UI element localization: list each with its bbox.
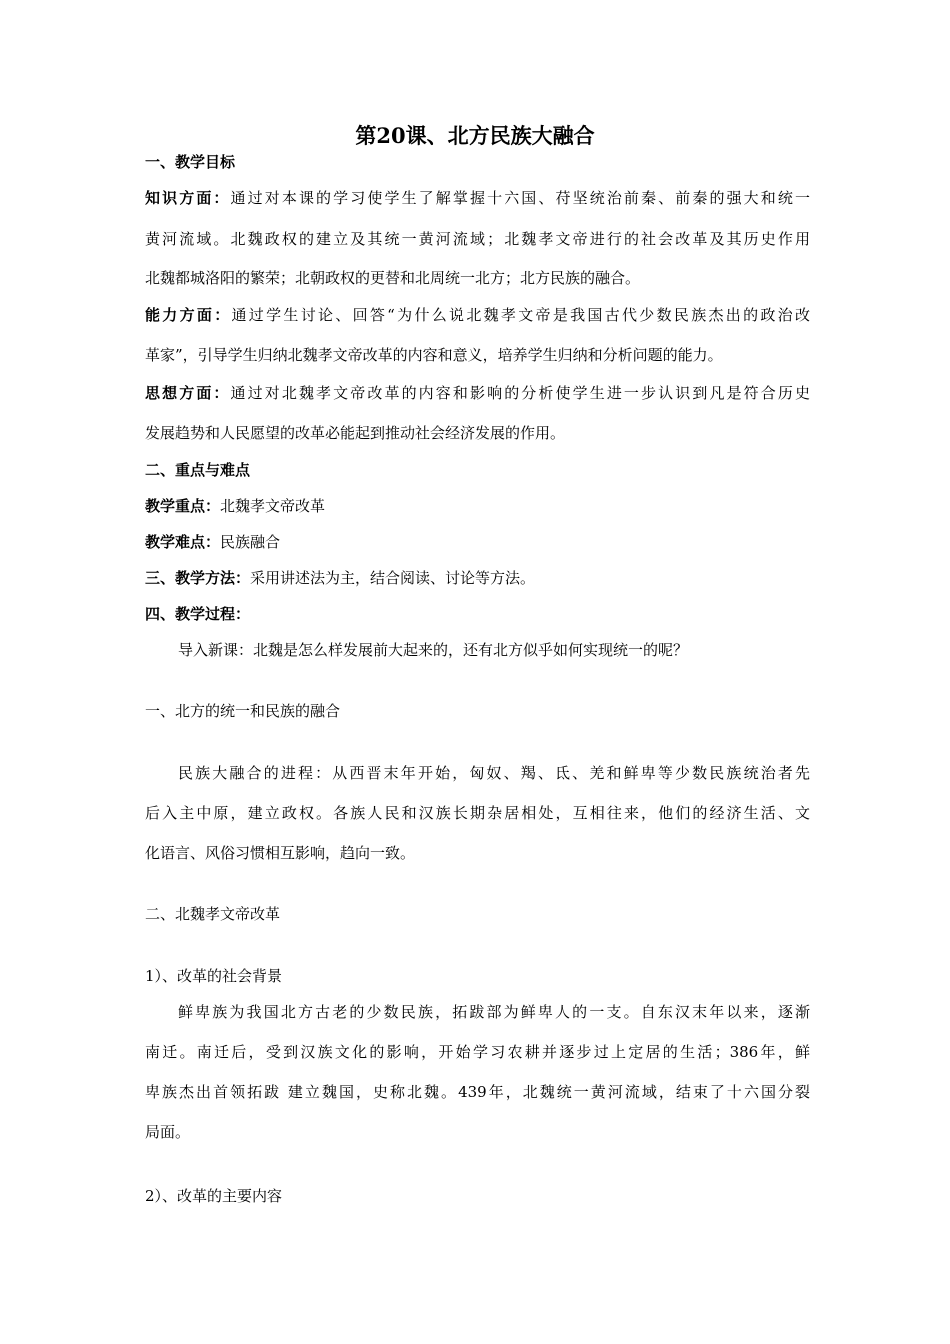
background-heading: 1）、改革的社会背景 [145, 967, 283, 985]
key-label: 教学重点： [145, 497, 221, 515]
knowledge-label: 知识方面： [145, 189, 231, 207]
thought-paragraph-line-1: 思想方面：通过对北魏孝文帝改革的内容和影响的分析使学生进一步认识到凡是符合历史 [145, 384, 810, 402]
background-paragraph-line-2: 南迁。南迁后，受到汉族文化的影响，开始学习农耕并逐步过上定居的生活；386年，鲜 [145, 1043, 810, 1061]
ability-label: 能力方面： [145, 306, 232, 324]
difficulty-line: 教学难点：民族融合 [145, 533, 281, 551]
ability-paragraph-line-1: 能力方面：通过学生讨论、回答“为什么说北魏孝文帝是我国古代少数民族杰出的政治改 [145, 306, 810, 324]
knowledge-paragraph-line-1: 知识方面：通过对本课的学习使学生了解掌握十六国、苻坚统治前秦、前秦的强大和统一 [145, 189, 810, 207]
part2-heading: 二、北魏孝文帝改革 [145, 905, 281, 923]
difficulty-label: 教学难点： [145, 533, 221, 551]
background-paragraph-line-3: 卑族杰出首领拓跋 建立魏国，史称北魏。439年，北魏统一黄河流域，结束了十六国分裂 [145, 1083, 810, 1101]
thought-label: 思想方面： [145, 384, 231, 402]
part1-heading: 一、北方的统一和民族的融合 [145, 702, 341, 720]
ability-paragraph-line-2: 革家”，引导学生归纳北魏孝文帝改革的内容和意义，培养学生归纳和分析问题的能力。 [145, 346, 723, 364]
background-paragraph-line-4: 局面。 [145, 1123, 191, 1141]
knowledge-paragraph-line-2: 黄河流域。北魏政权的建立及其统一黄河流域；北魏孝文帝进行的社会改革及其历史作用 [145, 230, 810, 248]
knowledge-paragraph-line-3: 北魏都城洛阳的繁荣；北朝政权的更替和北周统一北方；北方民族的融合。 [145, 269, 641, 287]
part1-paragraph-line-1: 民族大融合的进程：从西晋末年开始，匈奴、羯、氐、羌和鲜卑等少数民族统治者先 [178, 764, 810, 782]
method-line: 三、教学方法：采用讲述法为主，结合阅读、讨论等方法。 [145, 569, 536, 587]
intro-line: 导入新课：北魏是怎么样发展前大起来的，还有北方似乎如何实现统一的呢？ [178, 641, 689, 659]
content-heading: 2）、改革的主要内容 [145, 1187, 283, 1205]
section-heading-key-points: 二、重点与难点 [145, 461, 251, 479]
section-heading-process: 四、教学过程： [145, 605, 251, 623]
part1-paragraph-line-2: 后入主中原，建立政权。各族人民和汉族长期杂居相处，互相往来，他们的经济生活、文 [145, 804, 810, 822]
page-title: 第20课、北方民族大融合 [355, 123, 595, 148]
key-point-line: 教学重点：北魏孝文帝改革 [145, 497, 326, 515]
background-paragraph-line-1: 鲜卑族为我国北方古老的少数民族，拓跋部为鲜卑人的一支。自东汉末年以来，逐渐 [178, 1003, 810, 1021]
method-label: 三、教学方法： [145, 569, 251, 587]
section-heading-objectives: 一、教学目标 [145, 153, 236, 171]
thought-paragraph-line-2: 发展趋势和人民愿望的改革必能起到推动社会经济发展的作用。 [145, 424, 566, 442]
part1-paragraph-line-3: 化语言、风俗习惯相互影响，趋向一致。 [145, 844, 416, 862]
